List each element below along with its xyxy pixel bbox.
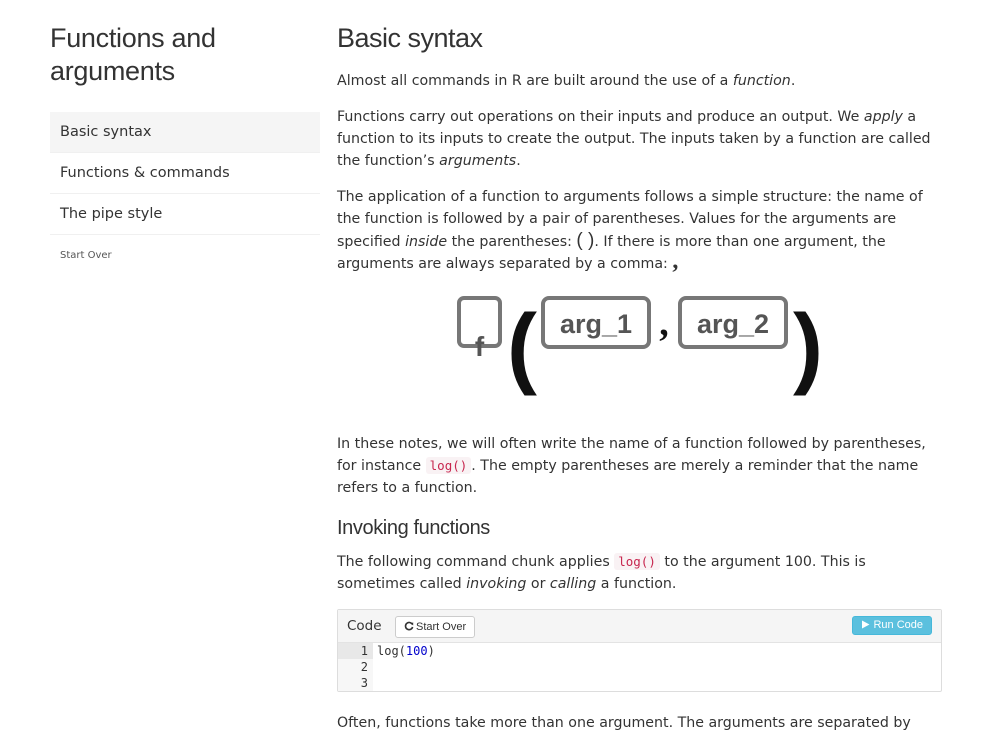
comma-glyph: , <box>672 248 679 274</box>
code-function: log( <box>377 644 406 658</box>
diagram-arg1-label: arg_1 <box>559 309 633 339</box>
text: or <box>526 576 550 592</box>
code-text <box>377 643 435 659</box>
emphasis: invoking <box>466 576 527 592</box>
inline-code-log: log() <box>614 553 660 570</box>
text: the parentheses: <box>447 234 577 250</box>
toc-item-pipe-style[interactable]: The pipe style <box>50 194 320 235</box>
diagram-open-paren: ( <box>507 297 537 397</box>
text: In these notes, we will often write the name of a function followed by parentheses, for instance <box>337 436 926 474</box>
code-exercise <box>337 609 942 692</box>
line-number: 2 <box>360 660 368 674</box>
function-syntax-svg <box>337 283 942 433</box>
function-syntax-diagram <box>337 283 942 433</box>
paragraph-4 <box>337 433 942 499</box>
start-over-label: Start Over <box>416 621 467 633</box>
toc-item-basic-syntax[interactable]: Basic syntax <box>50 112 320 153</box>
tutorial-title <box>50 22 320 88</box>
paragraph-3 <box>337 186 942 275</box>
text: Almost all commands in R are built around the use of a <box>337 73 733 89</box>
diagram-close-paren: ) <box>793 297 823 397</box>
emphasis: calling <box>549 576 597 592</box>
tutorial-title-line1: Functions and <box>50 23 216 53</box>
inline-code-log: log() <box>426 457 472 474</box>
parentheses-glyph: ( ) <box>576 230 595 251</box>
paragraph-6: Often, functions take more than one argument. The arguments are separated by <box>337 715 911 731</box>
diagram-arg2-label: arg_2 <box>696 309 770 339</box>
text: The following command chunk applies <box>337 554 615 570</box>
code-start-over-button[interactable] <box>395 616 475 638</box>
text: . If there is more than one argument, the arguments are always separated by a comma: <box>337 234 886 272</box>
subsection-title: Invoking functions <box>337 517 490 539</box>
sidebar <box>50 22 320 261</box>
text: to the argument 100. This is sometimes called <box>337 554 866 592</box>
text: The application of a function to arguments follows a simple structure: the name of the function is followed by a pair of parentheses. Values for the arguments are specified <box>337 189 923 250</box>
run-code-label: Run Code <box>873 619 923 631</box>
text: . <box>790 73 796 89</box>
main-content <box>337 20 942 734</box>
paragraph-5 <box>337 551 942 595</box>
code-line[interactable] <box>338 675 941 691</box>
tutorial-title-line2: arguments <box>50 56 175 86</box>
diagram-f-label: f <box>474 331 485 362</box>
code-line[interactable] <box>338 659 941 675</box>
text: Functions carry out operations on their inputs and produce an output. We <box>337 109 864 125</box>
code-editor[interactable] <box>338 643 941 691</box>
table-of-contents <box>50 112 320 235</box>
text: a function to its inputs to create the output. The inputs taken by a function are called the function’s <box>337 109 931 169</box>
code-paren: ) <box>427 644 435 658</box>
code-number: 100 <box>405 644 428 658</box>
text: a function. <box>596 576 677 592</box>
run-code-button[interactable] <box>852 616 932 635</box>
start-over-link[interactable]: Start Over <box>60 250 112 261</box>
line-number: 3 <box>360 676 368 690</box>
code-label: Code <box>347 618 382 634</box>
paragraph-2 <box>337 106 942 172</box>
refresh-icon <box>404 621 414 631</box>
play-icon <box>861 620 870 629</box>
diagram-comma: , <box>659 302 669 344</box>
toc-item-functions-commands[interactable]: Functions & commands <box>50 153 320 194</box>
emphasis: apply <box>863 109 903 125</box>
section-title: Basic syntax <box>337 23 483 53</box>
code-line[interactable] <box>338 643 941 659</box>
emphasis: function <box>732 73 791 89</box>
text: . <box>516 153 521 169</box>
emphasis: inside <box>405 234 448 250</box>
code-exercise-header <box>338 610 941 643</box>
paragraph-1 <box>337 70 942 92</box>
line-number: 1 <box>338 643 373 659</box>
emphasis: arguments <box>439 153 517 169</box>
text: . The empty parentheses are merely a reminder that the name refers to a function. <box>337 458 919 496</box>
